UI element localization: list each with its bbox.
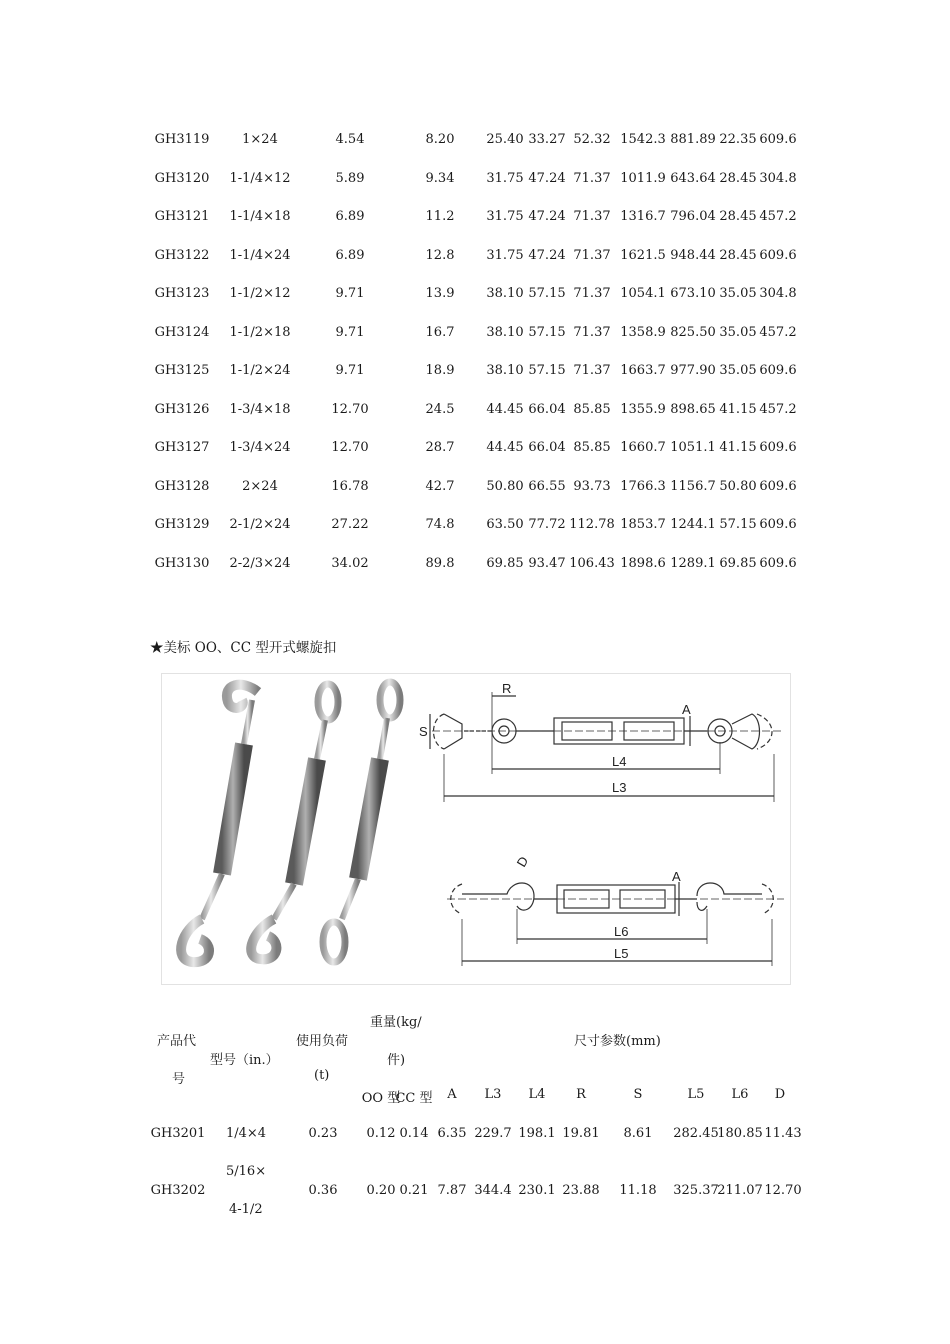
header-load-line2: (t) — [314, 1068, 330, 1083]
cell-l6: 1156.7 — [670, 478, 716, 494]
cell-l4: 52.32 — [573, 132, 611, 147]
cell-a: 38.10 — [486, 286, 524, 301]
section-heading: ★美标 OO、CC 型开式螺旋扣 — [150, 640, 337, 656]
table-row — [0, 479, 950, 497]
cell-model: 2-2/3×24 — [229, 555, 291, 571]
cell-l3: 66.55 — [528, 478, 566, 494]
table-row — [0, 209, 950, 227]
cell-b: 35.05 — [719, 286, 757, 301]
cell-l5: 1898.6 — [620, 555, 666, 571]
cell-l4: 71.37 — [573, 363, 611, 378]
header-code-line1: 产品代 — [157, 1034, 197, 1049]
table-row — [0, 286, 950, 304]
cell-l4: 230.1 — [518, 1183, 556, 1198]
cell-weight: 28.7 — [425, 440, 455, 455]
table-row — [0, 363, 950, 381]
cell-model: 1/4×4 — [225, 1126, 267, 1141]
turnbuckle-photo-hook-hook — [181, 685, 258, 962]
cell-weight: 9.34 — [425, 170, 455, 186]
cell-code: GH3123 — [154, 286, 210, 301]
table-row — [0, 1126, 950, 1144]
cell-l4: 71.37 — [573, 209, 611, 224]
cell-l3: 57.15 — [528, 363, 566, 378]
header-load-line1: 使用负荷 — [296, 1034, 349, 1049]
cell-l5: 1621.5 — [620, 247, 666, 263]
cell-l3: 57.15 — [528, 324, 566, 340]
cell-l6: 796.04 — [670, 209, 716, 224]
cell-l3: 77.72 — [528, 517, 566, 532]
table-row — [0, 171, 950, 189]
cell-weight: 24.5 — [425, 401, 455, 417]
subheader-a: A — [447, 1087, 457, 1102]
header-weight-line1: 重量(kg/ — [370, 1015, 422, 1030]
cell-d: 12.70 — [764, 1183, 802, 1198]
cell-load: 9.71 — [335, 363, 365, 378]
cell-l3: 57.15 — [528, 286, 566, 301]
cell-code: GH3127 — [154, 440, 210, 455]
cell-model-line2: 4-1/2 — [229, 1202, 263, 1217]
turnbuckle-illustration — [162, 674, 790, 984]
subheader-oo: OO 型 — [361, 1091, 401, 1106]
cell-l5: 282.45 — [673, 1126, 719, 1141]
cell-l3: 47.24 — [528, 209, 566, 224]
cell-l4: 198.1 — [518, 1126, 556, 1141]
cell-a: 44.45 — [486, 401, 524, 417]
cell-load: 12.70 — [331, 401, 369, 417]
cell-load: 0.23 — [308, 1126, 338, 1141]
cell-weight: 89.8 — [425, 555, 455, 571]
cell-d: 11.43 — [764, 1126, 802, 1141]
cell-load: 9.71 — [335, 286, 365, 301]
cell-length: 457.2 — [759, 324, 797, 340]
cell-length: 609.6 — [759, 478, 797, 494]
cell-b: 35.05 — [719, 363, 757, 378]
cell-model: 1-1/2×12 — [229, 286, 291, 301]
cell-model: 1×24 — [242, 132, 278, 147]
table-row — [0, 248, 950, 266]
cell-length: 457.2 — [759, 209, 797, 224]
cell-model: 1-3/4×18 — [229, 401, 291, 417]
cell-l4: 71.37 — [573, 247, 611, 263]
cell-code: GH3121 — [154, 209, 210, 224]
cell-l5: 1542.3 — [620, 132, 666, 147]
cell-length: 609.6 — [759, 555, 797, 571]
cell-l5: 1853.7 — [620, 517, 666, 532]
cell-weight: 16.7 — [425, 324, 455, 340]
cell-l3: 66.04 — [528, 401, 566, 417]
cell-l5: 1663.7 — [620, 363, 666, 378]
header-model: 型号（in.） — [210, 1053, 279, 1068]
label-r: R — [502, 681, 512, 696]
header-dimensions: 尺寸参数(mm) — [574, 1034, 661, 1049]
cell-r: 19.81 — [562, 1126, 600, 1141]
cell-l6: 211.07 — [717, 1183, 763, 1198]
cell-l4: 106.43 — [569, 555, 615, 571]
cell-a: 6.35 — [437, 1126, 467, 1141]
cell-b: 41.15 — [719, 440, 757, 455]
cell-weight-cc: 0.21 — [399, 1183, 429, 1198]
cell-l5: 1316.7 — [620, 209, 666, 224]
cell-load: 6.89 — [335, 209, 365, 224]
subheader-l4: L4 — [528, 1087, 546, 1102]
cell-load: 0.36 — [308, 1183, 338, 1198]
cell-a: 31.75 — [486, 247, 524, 263]
cell-r: 23.88 — [562, 1183, 600, 1198]
cell-code: GH3119 — [154, 132, 210, 147]
cell-load: 12.70 — [331, 440, 369, 455]
turnbuckle-figure — [161, 673, 791, 985]
cell-b: 22.35 — [719, 132, 757, 147]
turnbuckle-photo-eye-eye — [323, 682, 400, 962]
table-row — [0, 517, 950, 535]
label-a-lower: A — [672, 869, 681, 884]
cell-load: 5.89 — [335, 170, 365, 186]
spec-table-lower-subheader — [0, 1087, 950, 1105]
cell-code: GH3125 — [154, 363, 210, 378]
cell-l4: 93.73 — [573, 478, 611, 494]
cell-l5: 1766.3 — [620, 478, 666, 494]
cell-l4: 112.78 — [569, 517, 615, 532]
cell-weight: 13.9 — [425, 286, 455, 301]
cell-weight: 42.7 — [425, 478, 455, 494]
subheader-s: S — [633, 1087, 643, 1102]
cell-a: 69.85 — [486, 555, 524, 571]
cell-length: 609.6 — [759, 440, 797, 455]
cell-model: 2×24 — [242, 478, 278, 494]
cell-code: GH3202 — [150, 1183, 206, 1198]
cell-weight-oo: 0.12 — [366, 1126, 396, 1141]
label-a-upper: A — [682, 702, 691, 717]
cell-b: 28.45 — [719, 170, 757, 186]
cell-code: GH3201 — [150, 1126, 206, 1141]
cell-l6: 1289.1 — [670, 555, 716, 571]
cell-l6: 643.64 — [670, 170, 716, 186]
cell-l3: 47.24 — [528, 170, 566, 186]
cell-l3: 47.24 — [528, 247, 566, 263]
cell-load: 34.02 — [331, 555, 369, 571]
cell-weight: 8.20 — [425, 132, 455, 147]
label-l4: L4 — [612, 754, 627, 769]
cell-l5: 1011.9 — [620, 170, 666, 186]
table-row — [0, 556, 950, 574]
cell-a: 63.50 — [486, 517, 524, 532]
cell-l4: 85.85 — [573, 401, 611, 417]
cell-l3: 33.27 — [528, 132, 566, 147]
cell-length: 609.6 — [759, 247, 797, 263]
cell-l5: 1660.7 — [620, 440, 666, 455]
cell-l6: 898.65 — [670, 401, 716, 417]
subheader-r: R — [576, 1087, 586, 1102]
subheader-d: D — [774, 1087, 786, 1102]
cell-code: GH3129 — [154, 517, 210, 532]
header-code-line2: 号 — [172, 1072, 186, 1087]
cell-b: 69.85 — [719, 555, 757, 571]
cell-code: GH3124 — [154, 324, 210, 340]
table-row — [0, 440, 950, 458]
cell-length: 609.6 — [759, 517, 797, 532]
cell-load: 27.22 — [331, 517, 369, 532]
cell-weight: 12.8 — [425, 247, 455, 263]
cell-model: 1-1/4×24 — [229, 247, 291, 263]
cell-l6: 180.85 — [717, 1126, 763, 1141]
cell-l6: 881.89 — [670, 132, 716, 147]
cell-length: 609.6 — [759, 363, 797, 378]
cell-l3: 344.4 — [474, 1183, 512, 1198]
cell-l4: 85.85 — [573, 440, 611, 455]
cell-model: 1-1/4×12 — [229, 170, 291, 186]
cell-length: 304.8 — [759, 286, 797, 301]
cell-model-line1: 5/16× — [226, 1164, 267, 1179]
cell-a: 31.75 — [486, 170, 524, 186]
cell-code: GH3128 — [154, 478, 210, 494]
cell-weight-cc: 0.14 — [399, 1126, 429, 1141]
cell-load: 9.71 — [335, 324, 365, 340]
cell-l5: 1358.9 — [620, 324, 666, 340]
cell-b: 41.15 — [719, 401, 757, 417]
cell-length: 609.6 — [759, 132, 797, 147]
cell-length: 304.8 — [759, 170, 797, 186]
cell-load: 16.78 — [331, 478, 369, 494]
table-row — [0, 132, 950, 150]
cell-a: 38.10 — [486, 363, 524, 378]
cell-length: 457.2 — [759, 401, 797, 417]
table-row — [0, 325, 950, 343]
oo-type-drawing — [430, 692, 784, 802]
turnbuckle-photo-eye-hook — [251, 684, 338, 959]
cell-code: GH3120 — [154, 170, 210, 186]
cell-l4: 71.37 — [573, 286, 611, 301]
cell-l6: 1051.1 — [670, 440, 716, 455]
cell-l6: 825.50 — [670, 324, 716, 340]
cell-l5: 325.37 — [673, 1183, 719, 1198]
cell-a: 50.80 — [486, 478, 524, 494]
cell-l6: 948.44 — [670, 247, 716, 263]
label-l5: L5 — [614, 946, 629, 961]
cell-load: 4.54 — [335, 132, 365, 147]
cell-code: GH3126 — [154, 401, 210, 417]
cell-l6: 1244.1 — [670, 517, 716, 532]
cell-weight: 11.2 — [425, 209, 455, 224]
cell-l4: 71.37 — [573, 170, 611, 186]
cell-a: 44.45 — [486, 440, 524, 455]
cell-b: 28.45 — [719, 209, 757, 224]
cell-l5: 1054.1 — [620, 286, 666, 301]
subheader-l6: L6 — [731, 1087, 749, 1102]
cell-l3: 93.47 — [528, 555, 566, 571]
cell-a: 31.75 — [486, 209, 524, 224]
subheader-l3: L3 — [484, 1087, 502, 1102]
label-l6: L6 — [614, 924, 629, 939]
cell-b: 50.80 — [719, 478, 757, 494]
cell-a: 38.10 — [486, 324, 524, 340]
cell-s: 8.61 — [623, 1126, 653, 1141]
cell-load: 6.89 — [335, 247, 365, 263]
subheader-l5: L5 — [687, 1087, 705, 1102]
cell-l3: 229.7 — [474, 1126, 512, 1141]
cell-weight-oo: 0.20 — [366, 1183, 396, 1198]
cell-weight: 18.9 — [425, 363, 455, 378]
cell-l6: 977.90 — [670, 363, 716, 378]
label-l3: L3 — [612, 780, 627, 795]
cell-model: 1-1/2×18 — [229, 324, 291, 340]
cell-s: 11.18 — [619, 1183, 657, 1198]
cell-a: 25.40 — [486, 132, 524, 147]
cell-b: 28.45 — [719, 247, 757, 263]
cell-weight: 74.8 — [425, 517, 455, 532]
cell-model: 1-1/2×24 — [229, 363, 291, 378]
cell-l5: 1355.9 — [620, 401, 666, 417]
cell-b: 57.15 — [719, 517, 757, 532]
cell-code: GH3122 — [154, 247, 210, 263]
cell-l4: 71.37 — [573, 324, 611, 340]
cell-l3: 66.04 — [528, 440, 566, 455]
cell-model: 1-3/4×24 — [229, 440, 291, 455]
header-weight-line2: 件) — [387, 1053, 406, 1068]
cell-code: GH3130 — [154, 555, 210, 571]
cell-model: 1-1/4×18 — [229, 209, 291, 224]
label-d: D — [513, 853, 532, 870]
table-row — [0, 402, 950, 420]
cell-l6: 673.10 — [670, 286, 716, 301]
cell-model: 2-1/2×24 — [229, 517, 291, 532]
subheader-cc: CC 型 — [395, 1091, 433, 1106]
cell-a: 7.87 — [437, 1183, 467, 1198]
cell-b: 35.05 — [719, 324, 757, 340]
label-s: S — [419, 724, 428, 739]
